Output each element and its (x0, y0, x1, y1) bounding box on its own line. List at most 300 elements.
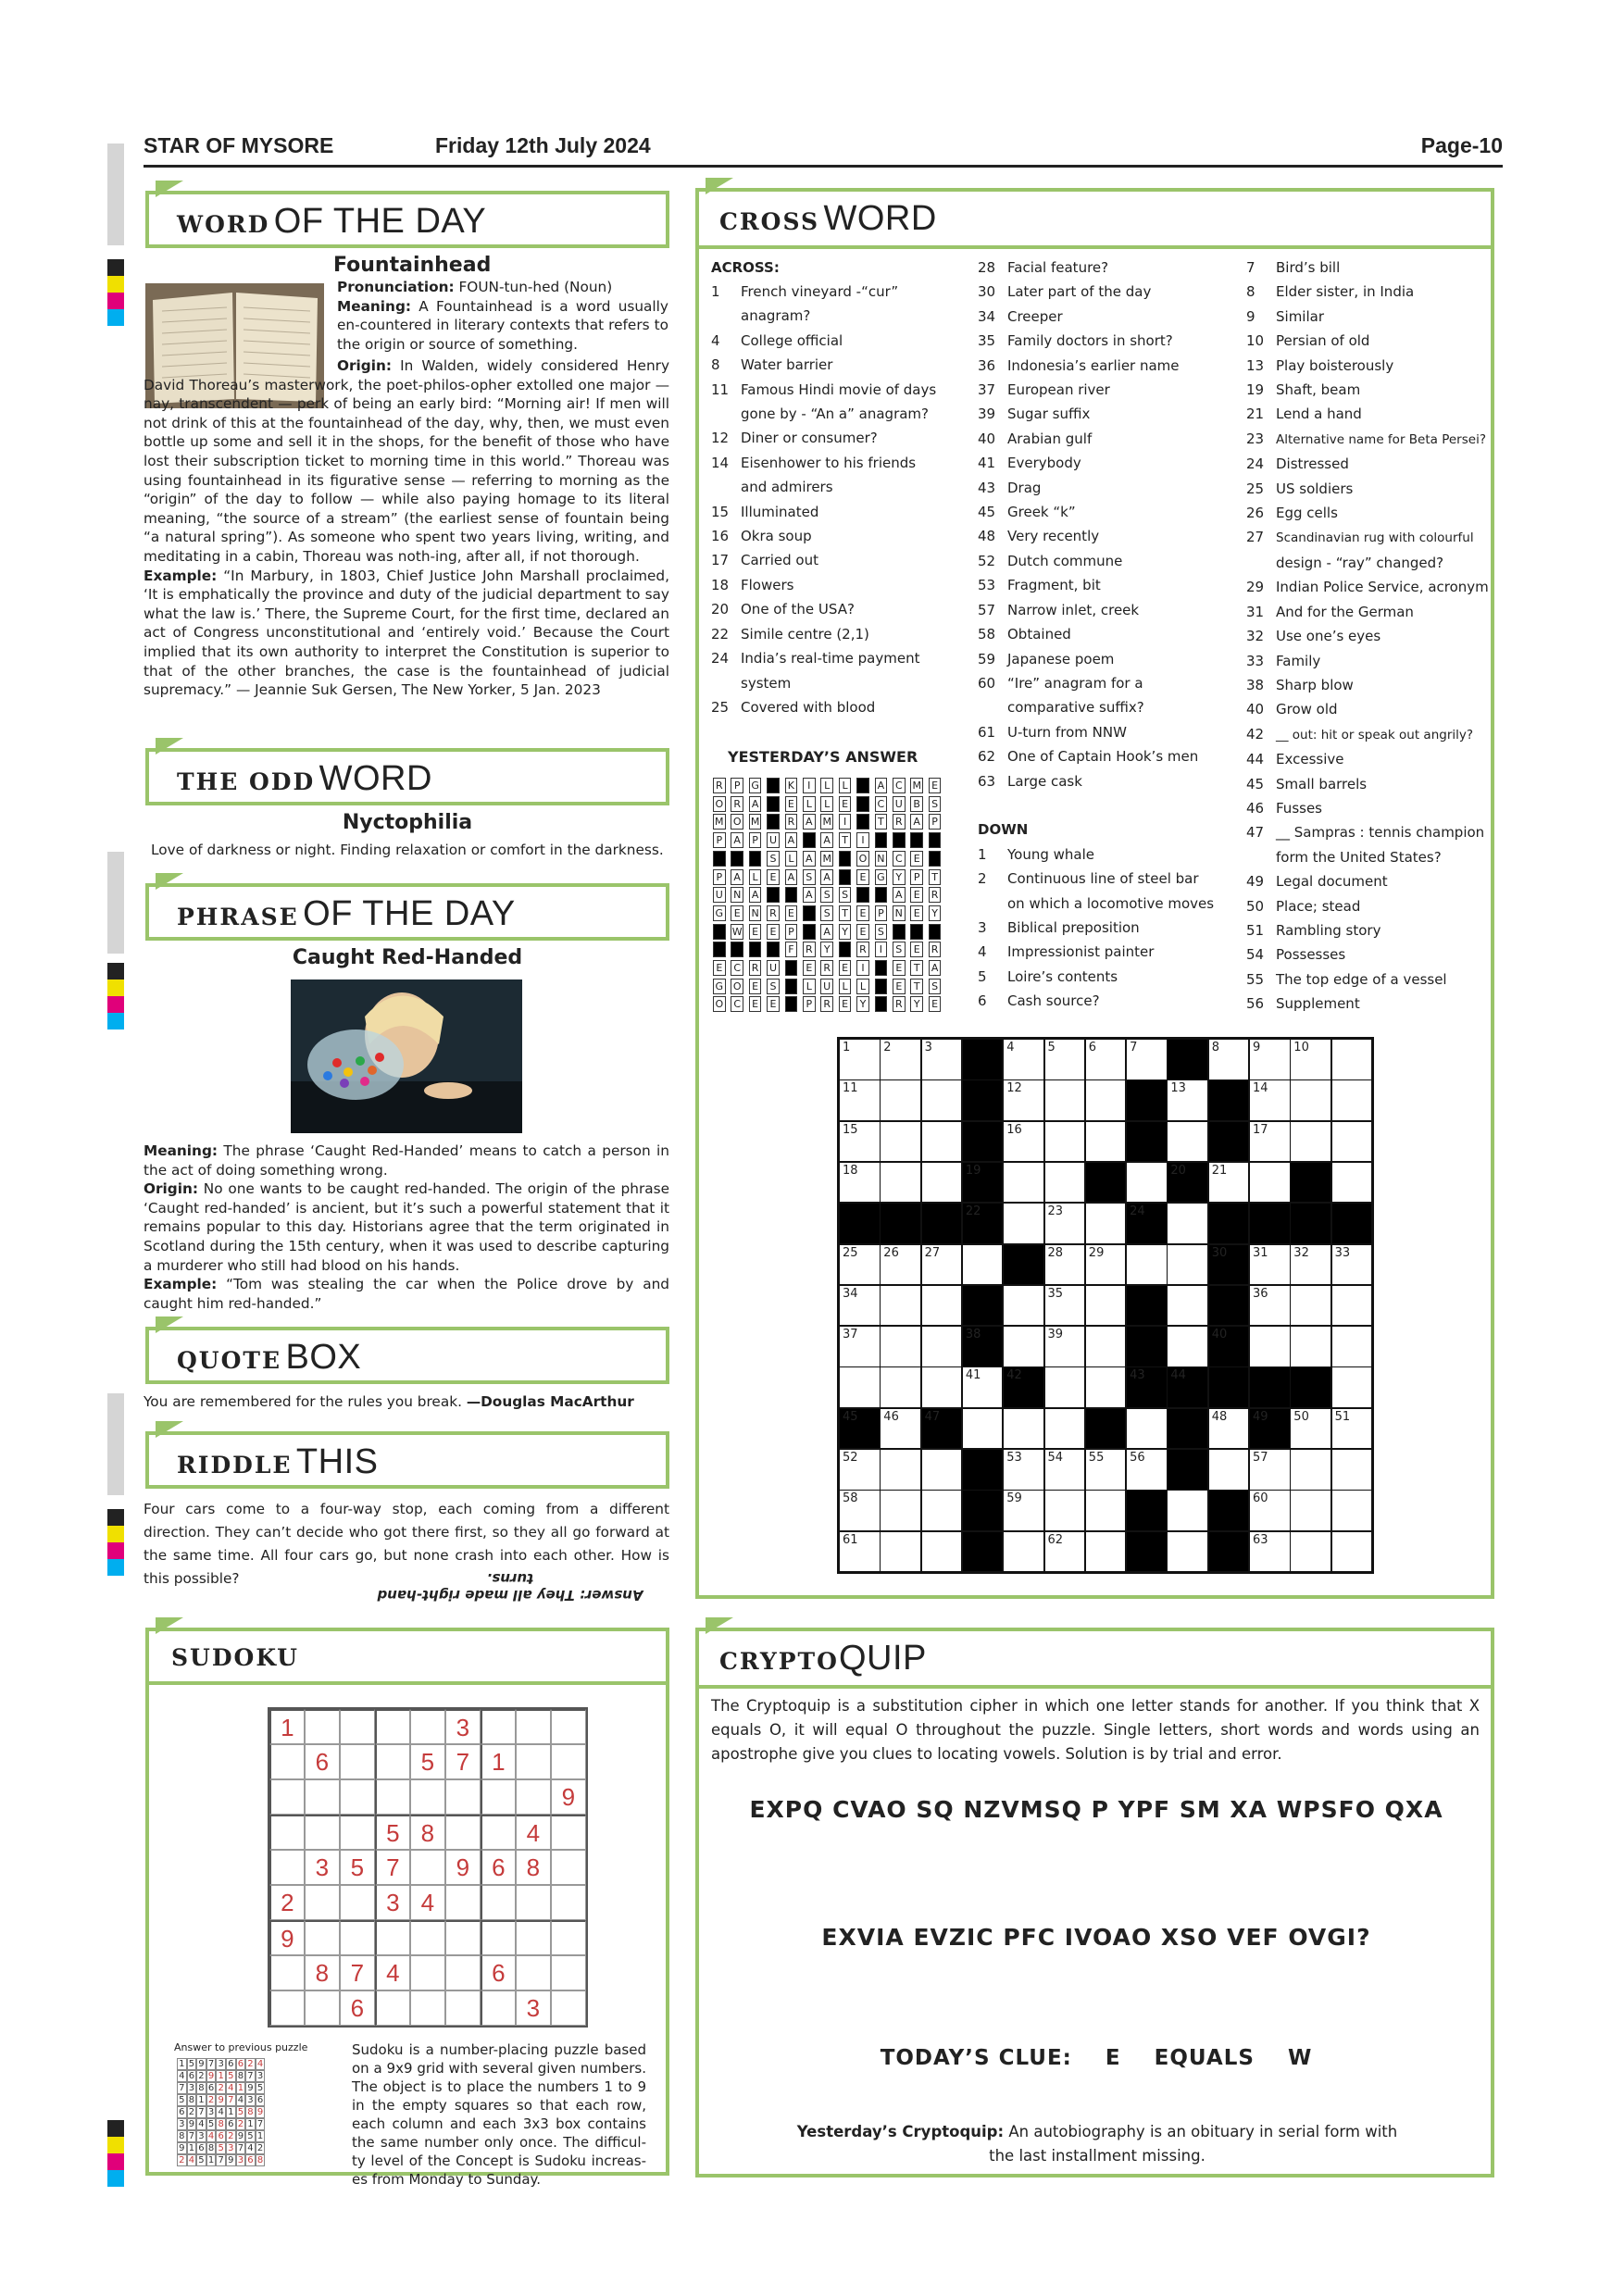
crossword-square[interactable] (1290, 1121, 1331, 1163)
crossword-square[interactable] (1331, 1121, 1373, 1163)
answer-cell: A (929, 960, 942, 976)
crossword-square[interactable] (1003, 1162, 1044, 1204)
sudoku-cell[interactable] (516, 1885, 551, 1920)
clue-number: 51 (1246, 921, 1265, 939)
clue-number: 7 (1130, 1041, 1138, 1054)
clue-text: Dutch commune (1007, 552, 1123, 569)
crossword-square[interactable] (1290, 1408, 1331, 1450)
crossword-square[interactable] (1044, 1366, 1086, 1408)
answer-cell: 6 (226, 2058, 236, 2070)
crossword-square[interactable] (921, 1039, 963, 1080)
crossword-square[interactable] (839, 1079, 881, 1121)
crossword-square[interactable] (880, 1285, 921, 1327)
crossword-square[interactable] (1208, 1162, 1250, 1204)
crossword-square[interactable] (1208, 1449, 1250, 1491)
crossword-square[interactable] (1126, 1244, 1168, 1286)
crossword-square[interactable] (1044, 1326, 1086, 1367)
crossword-square[interactable] (839, 1039, 881, 1080)
sudoku-cell[interactable] (445, 1885, 481, 1920)
clue-line (711, 353, 936, 377)
crossword-square[interactable] (1003, 1490, 1044, 1531)
clue-text: Indonesia’s earlier name (1007, 356, 1180, 374)
crossword-square[interactable] (1167, 1121, 1208, 1163)
crossword-square[interactable] (921, 1366, 963, 1408)
crossword-square[interactable] (1167, 1490, 1208, 1531)
wotd-title-large: OF THE DAY (273, 202, 487, 241)
clue-number: 28 (1047, 1245, 1064, 1260)
answer-cell: 5 (196, 2154, 206, 2166)
sudoku-cell[interactable] (410, 1990, 445, 2026)
clue-number: 31 (1246, 603, 1265, 620)
crossword-square[interactable] (1290, 1079, 1331, 1121)
answer-cell: 9 (236, 2130, 246, 2142)
sudoku-cell[interactable] (410, 1920, 445, 1955)
crossword-square[interactable] (1044, 1285, 1086, 1327)
crossword-square[interactable] (962, 1366, 1004, 1408)
black-square (921, 1408, 963, 1450)
sudoku-cell[interactable] (305, 1709, 340, 1744)
clue-number: 41 (978, 455, 996, 472)
answer-cell: A (749, 796, 762, 812)
clue-line (1246, 992, 1489, 1016)
header-corner-tab (156, 181, 183, 197)
crossword-square[interactable] (1085, 1326, 1127, 1367)
sudoku-cell[interactable] (445, 1815, 481, 1850)
crossword-square[interactable] (1331, 1449, 1373, 1491)
sudoku-cell[interactable] (375, 1920, 410, 1955)
crossword-square[interactable] (1085, 1490, 1127, 1531)
crossword-square[interactable] (1249, 1162, 1291, 1204)
clue-line (1246, 649, 1489, 673)
clue-number: 22 (965, 1204, 981, 1219)
sudoku-cell[interactable] (340, 1885, 375, 1920)
sudoku-cell[interactable] (375, 1779, 410, 1815)
crossword-square[interactable] (880, 1162, 921, 1204)
crossword-square[interactable] (1044, 1490, 1086, 1531)
sudoku-cell: 7 (445, 1744, 481, 1779)
crossword-square[interactable] (921, 1162, 963, 1204)
sudoku-cell[interactable] (551, 1920, 586, 1955)
crossword-square[interactable] (1331, 1490, 1373, 1531)
crossword-square[interactable] (839, 1244, 881, 1286)
crossword-square[interactable] (1044, 1449, 1086, 1491)
sudoku-cell[interactable] (269, 1744, 305, 1779)
black-square (1126, 1366, 1168, 1408)
crossword-square[interactable] (839, 1531, 881, 1573)
answer-cell: L (803, 979, 816, 994)
sudoku-cell[interactable] (551, 1815, 586, 1850)
crossword-square[interactable] (921, 1531, 963, 1573)
sudoku-cell[interactable] (410, 1709, 445, 1744)
sudoku-cell[interactable] (551, 1885, 586, 1920)
crossword-square[interactable] (1044, 1408, 1086, 1450)
clue-text: Family (1276, 652, 1321, 669)
crossword-square[interactable] (839, 1449, 881, 1491)
sudoku-cell[interactable] (445, 1990, 481, 2026)
clue-number: 13 (1170, 1081, 1186, 1096)
clue-text: Loire’s contents (1007, 967, 1118, 985)
crossword-square[interactable] (839, 1326, 881, 1367)
crossword-square[interactable] (1085, 1079, 1127, 1121)
crossword-square[interactable] (1290, 1531, 1331, 1573)
answer-cell: 2 (177, 2154, 187, 2166)
clue-number: 62 (978, 748, 996, 766)
answer-cell (803, 924, 816, 940)
crossword-square[interactable] (1290, 1326, 1331, 1367)
black-square (1085, 1162, 1127, 1204)
sudoku-cell[interactable] (516, 1779, 551, 1815)
phrase-explanation (144, 1142, 669, 1313)
clue-number: 25 (843, 1245, 858, 1260)
crossword-square[interactable] (1249, 1449, 1291, 1491)
crossword-square[interactable] (1331, 1244, 1373, 1286)
answer-cell: 3 (236, 2154, 246, 2166)
crossword-square[interactable] (1003, 1408, 1044, 1450)
sudoku-title-text: SUDOKU (171, 1644, 299, 1671)
answer-cell: 6 (236, 2058, 246, 2070)
crossword-square[interactable] (1331, 1079, 1373, 1121)
sudoku-cell[interactable] (445, 1779, 481, 1815)
sudoku-cell[interactable] (481, 1990, 516, 2026)
answer-cell: 7 (206, 2058, 217, 2070)
crossword-square[interactable] (1331, 1285, 1373, 1327)
crossword-square[interactable] (1085, 1449, 1127, 1491)
crossword-square[interactable] (1085, 1366, 1127, 1408)
crossword-square[interactable] (921, 1449, 963, 1491)
answer-cell: R (731, 796, 743, 812)
answer-cell: 1 (196, 2094, 206, 2106)
black-square (1331, 1203, 1373, 1244)
crossword-square[interactable] (1249, 1079, 1291, 1121)
crossword-square[interactable] (1085, 1121, 1127, 1163)
crossword-square[interactable] (1249, 1531, 1291, 1573)
crossword-square[interactable] (1331, 1408, 1373, 1450)
sudoku-cell[interactable] (516, 1955, 551, 1990)
sudoku-cell[interactable] (410, 1850, 445, 1885)
clue-number: 15 (711, 503, 730, 520)
black-square (1249, 1203, 1291, 1244)
crossword-square[interactable] (1167, 1531, 1208, 1573)
clue-number: 47 (924, 1409, 941, 1424)
crossword-square[interactable] (1085, 1039, 1127, 1080)
sudoku-cell[interactable] (410, 1779, 445, 1815)
crossword-square[interactable] (839, 1490, 881, 1531)
clue-line (1246, 673, 1489, 697)
clue-text: __ Sampras : tennis champion (1276, 824, 1485, 842)
crossword-square[interactable] (1331, 1326, 1373, 1367)
pronunciation-label: Pronunciation: (337, 279, 455, 295)
answer-cell: 6 (206, 2082, 217, 2094)
sudoku-cell[interactable] (551, 1955, 586, 1990)
black-square (1290, 1203, 1331, 1244)
crossword-square[interactable] (921, 1490, 963, 1531)
crossword-square[interactable] (1290, 1285, 1331, 1327)
crossword-square[interactable] (839, 1366, 881, 1408)
answer-cell: 9 (187, 2118, 197, 2130)
crossword-square[interactable] (1249, 1039, 1291, 1080)
crossword-square[interactable] (880, 1449, 921, 1491)
answer-cell: A (785, 869, 798, 885)
sudoku-cell[interactable] (551, 1990, 586, 2026)
crossword-square[interactable] (839, 1121, 881, 1163)
black-square (962, 1121, 1004, 1163)
sudoku-cell[interactable] (516, 1709, 551, 1744)
answer-cell: M (820, 851, 833, 867)
clue-text: on which a locomotive moves (1007, 894, 1215, 912)
clue-number: 48 (978, 528, 996, 545)
clue-line (1246, 894, 1489, 918)
sudoku-cell[interactable] (551, 1850, 586, 1885)
odd-word: Nyctophilia (342, 811, 473, 834)
answer-cell: 7 (216, 2154, 226, 2166)
crossword-square[interactable] (1003, 1079, 1044, 1121)
crossword-square[interactable] (1126, 1408, 1168, 1450)
crossword-square[interactable] (1003, 1039, 1044, 1080)
black-square (880, 1203, 921, 1244)
crossword-square[interactable] (880, 1121, 921, 1163)
crossword-square[interactable] (1208, 1408, 1250, 1450)
quote-title (177, 1338, 361, 1378)
sudoku-cell[interactable] (516, 1744, 551, 1779)
sudoku-cell[interactable] (375, 1990, 410, 2026)
crossword-square[interactable] (1249, 1244, 1291, 1286)
clue-number: 39 (978, 406, 996, 423)
answer-cell: P (803, 996, 816, 1012)
clue-text: Drag (1007, 479, 1042, 496)
answer-cell: R (767, 905, 780, 921)
answer-cell: A (820, 869, 833, 885)
crossword-square[interactable] (1126, 1449, 1168, 1491)
crossword-square[interactable] (1290, 1244, 1331, 1286)
clue-number: 13 (1246, 356, 1265, 374)
clue-text: Everybody (1007, 455, 1081, 472)
crossword-square[interactable] (1044, 1203, 1086, 1244)
clue-number: 49 (1253, 1409, 1268, 1424)
sudoku-cell[interactable] (269, 1990, 305, 2026)
sudoku-cell[interactable] (340, 1779, 375, 1815)
crossword-square[interactable] (1003, 1121, 1044, 1163)
crossword-square[interactable] (1003, 1203, 1044, 1244)
clue-text: Similar (1276, 307, 1324, 325)
crossword-square[interactable] (1044, 1531, 1086, 1573)
crossword-square[interactable] (1290, 1490, 1331, 1531)
sudoku-cell[interactable] (305, 1815, 340, 1850)
crossword-square[interactable] (1044, 1244, 1086, 1286)
crossword-square[interactable] (1331, 1531, 1373, 1573)
crossword-square[interactable] (1085, 1285, 1127, 1327)
crossword-square[interactable] (1249, 1285, 1291, 1327)
clue-number: 22 (711, 625, 730, 643)
sudoku-cell[interactable] (445, 1955, 481, 1990)
black-square (1167, 1162, 1208, 1204)
sudoku-cell[interactable] (551, 1709, 586, 1744)
sudoku-cell[interactable] (445, 1920, 481, 1955)
sudoku-cell: 9 (445, 1850, 481, 1885)
crossword-square[interactable] (1167, 1326, 1208, 1367)
answer-cell: 1 (177, 2058, 187, 2070)
black-square (839, 1408, 881, 1450)
answer-cell: B (910, 796, 923, 812)
header-corner-tab (156, 873, 183, 890)
sudoku-cell: 6 (305, 1744, 340, 1779)
crossword-square[interactable] (1249, 1121, 1291, 1163)
answer-cell: L (749, 869, 762, 885)
clue-line (711, 622, 936, 646)
crossword-square[interactable] (880, 1039, 921, 1080)
sudoku-cell[interactable] (410, 1955, 445, 1990)
answer-cell: 2 (196, 2070, 206, 2082)
crossword-square[interactable] (1167, 1079, 1208, 1121)
crossword-square[interactable] (1167, 1285, 1208, 1327)
sudoku-cell[interactable] (340, 1920, 375, 1955)
crossword-square[interactable] (1331, 1039, 1373, 1080)
crossword-square[interactable] (921, 1121, 963, 1163)
clue-text: Place; stead (1276, 897, 1361, 915)
crossword-square[interactable] (1044, 1079, 1086, 1121)
clue-number: 57 (1253, 1451, 1268, 1465)
clue-text: Later part of the day (1007, 283, 1152, 301)
crossword-square[interactable] (921, 1244, 963, 1286)
answer-cell: L (856, 979, 869, 994)
crossword-square[interactable] (1003, 1326, 1044, 1367)
sudoku-cell[interactable] (340, 1815, 375, 1850)
answer-cell: G (713, 979, 726, 994)
answer-cell (856, 778, 869, 793)
answer-cell: 4 (226, 2082, 236, 2094)
crossword-square[interactable] (839, 1285, 881, 1327)
clue-number: 40 (978, 430, 996, 447)
crossword-square[interactable] (1003, 1531, 1044, 1573)
header-corner-tab (156, 1316, 183, 1333)
crossword-square[interactable] (880, 1326, 921, 1367)
crossword-square[interactable] (880, 1079, 921, 1121)
crossword-square[interactable] (1126, 1039, 1168, 1080)
crossword-square[interactable] (1331, 1162, 1373, 1204)
sudoku-cell[interactable] (375, 1709, 410, 1744)
sudoku-cell[interactable] (269, 1779, 305, 1815)
answer-cell (767, 796, 780, 812)
clue-text: And for the German (1276, 603, 1414, 620)
crossword-square[interactable] (962, 1408, 1004, 1450)
clue-text: Possesses (1276, 946, 1346, 964)
answer-cell: S (767, 979, 780, 994)
answer-cell: 3 (245, 2094, 256, 2106)
crossword-square[interactable] (1167, 1203, 1208, 1244)
answer-cell: N (731, 887, 743, 903)
answer-cell (713, 942, 726, 957)
crossword-square[interactable] (1044, 1121, 1086, 1163)
crossword-square[interactable] (1290, 1039, 1331, 1080)
crossword-square[interactable] (921, 1326, 963, 1367)
crossword-square[interactable] (1085, 1203, 1127, 1244)
crossword-square[interactable] (1331, 1366, 1373, 1408)
answer-cell: C (731, 960, 743, 976)
crossword-square[interactable] (1249, 1490, 1291, 1531)
crossword-square[interactable] (1003, 1285, 1044, 1327)
crossword-square[interactable] (880, 1244, 921, 1286)
crossword-square[interactable] (880, 1531, 921, 1573)
clue-number: 29 (1246, 579, 1265, 596)
crossword-square[interactable] (1249, 1326, 1291, 1367)
meaning-text: A Fountainhead is a word usually en-countered in literary contexts that refers to the origin or source of something. (337, 297, 668, 353)
crossword-square[interactable] (1208, 1039, 1250, 1080)
clue-text: Distressed (1276, 455, 1349, 473)
clue-text: Fusses (1276, 799, 1322, 817)
crossword-square[interactable] (1126, 1162, 1168, 1204)
sudoku-cell[interactable] (481, 1885, 516, 1920)
answer-cell: S (803, 869, 816, 885)
crossword-square[interactable] (1167, 1244, 1208, 1286)
crossword-square[interactable] (962, 1244, 1004, 1286)
sudoku-cell[interactable] (340, 1709, 375, 1744)
crossword-square[interactable] (921, 1285, 963, 1327)
crossword-square[interactable] (1290, 1449, 1331, 1491)
clue-number: 5 (1047, 1041, 1056, 1054)
sudoku-cell[interactable] (551, 1744, 586, 1779)
clue-number: 24 (1246, 455, 1265, 473)
sudoku-cell[interactable] (481, 1709, 516, 1744)
clue-number: 59 (978, 650, 996, 668)
crossword-square[interactable] (880, 1408, 921, 1450)
answer-cell: 5 (216, 2142, 226, 2154)
answer-cell (893, 832, 906, 848)
sudoku-cell[interactable] (269, 1815, 305, 1850)
crossword-square[interactable] (839, 1162, 881, 1204)
sudoku-cell[interactable] (375, 1744, 410, 1779)
clue-line (1246, 820, 1489, 844)
clue-number: 4 (1006, 1041, 1015, 1054)
clue-text: Facial feature? (1007, 259, 1109, 276)
clue-number: 11 (711, 381, 730, 398)
answer-cell: C (893, 778, 906, 793)
sudoku-cell[interactable] (269, 1955, 305, 1990)
sudoku-cell[interactable] (340, 1744, 375, 1779)
crossword-square[interactable] (921, 1079, 963, 1121)
sudoku-cell[interactable] (305, 1779, 340, 1815)
wotd-title-small: WORD (177, 211, 270, 238)
sudoku-cell[interactable] (305, 1990, 340, 2026)
answer-cell: 2 (187, 2106, 197, 2118)
clue-number: 8 (1211, 1041, 1219, 1054)
answer-cell: U (713, 887, 726, 903)
answer-cell: 3 (216, 2058, 226, 2070)
sudoku-cell[interactable] (269, 1850, 305, 1885)
answer-cell: 4 (177, 2070, 187, 2082)
answer-cell: 9 (216, 2094, 226, 2106)
sudoku-cell[interactable] (305, 1885, 340, 1920)
sudoku-cell[interactable] (516, 1920, 551, 1955)
clue-text: French vineyard -“cur” (741, 283, 899, 300)
black-square (1208, 1285, 1250, 1327)
clue-number: 10 (1246, 332, 1265, 350)
sudoku-cell[interactable] (305, 1920, 340, 1955)
quote-header-box (145, 1327, 669, 1384)
clue-number: 62 (1047, 1532, 1064, 1547)
black-square (1167, 1408, 1208, 1450)
crossword-square[interactable] (1003, 1449, 1044, 1491)
answer-cell: 9 (206, 2070, 217, 2082)
crossword-square[interactable] (880, 1490, 921, 1531)
sudoku-cell[interactable] (481, 1815, 516, 1850)
answer-cell: E (713, 960, 726, 976)
crossword-square[interactable] (1085, 1531, 1127, 1573)
crossword-square[interactable] (880, 1366, 921, 1408)
crossword-square[interactable] (1085, 1244, 1127, 1286)
crossword-square[interactable] (1044, 1162, 1086, 1204)
crossword-square[interactable] (1044, 1039, 1086, 1080)
sudoku-cell[interactable] (481, 1779, 516, 1815)
sudoku-cell[interactable] (481, 1920, 516, 1955)
